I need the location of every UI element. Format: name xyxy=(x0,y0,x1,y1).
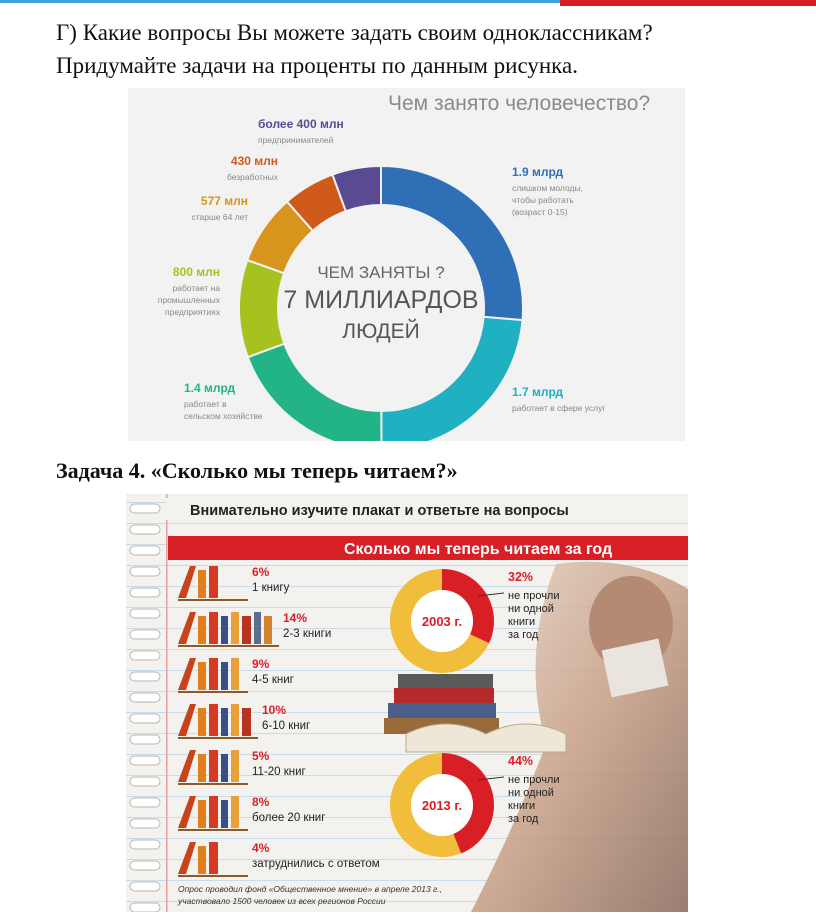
book-icon xyxy=(221,662,228,690)
donut-caption: ни одной xyxy=(508,787,554,799)
stack-book xyxy=(394,688,494,704)
ring-hole xyxy=(130,672,160,681)
row-label: более 20 книг xyxy=(252,812,326,824)
shelf xyxy=(178,829,248,831)
segment-caption: предпринимателей xyxy=(258,135,334,145)
book-icon xyxy=(209,750,218,782)
book-icon xyxy=(221,800,228,828)
segment-value: 577 млн xyxy=(200,194,248,208)
book-icon xyxy=(231,796,239,828)
row-percent: 14% xyxy=(283,611,308,625)
donut-caption: не прочли xyxy=(508,774,560,786)
segment-value: 1.4 млрд xyxy=(184,381,236,395)
segment-caption: старше 64 лет xyxy=(191,212,248,222)
segment-caption: (возраст 0-15) xyxy=(512,207,568,217)
book-icon xyxy=(198,754,206,782)
donut-caption: книги xyxy=(508,800,536,812)
intro-line-2: Придумайте задачи на проценты по данным рисунка. xyxy=(56,53,578,78)
row-label: 1 книгу xyxy=(252,582,290,594)
ring-hole xyxy=(130,714,160,723)
shelf xyxy=(178,737,258,739)
top-red-stripe xyxy=(560,0,816,6)
donut-year: 2013 г. xyxy=(421,798,463,813)
shelf xyxy=(178,691,248,693)
ring-hole xyxy=(130,567,160,576)
book-icon xyxy=(231,704,239,736)
book-icon xyxy=(198,616,206,644)
donut-segment xyxy=(239,260,284,357)
ring-hole xyxy=(130,861,160,870)
poster-header: Внимательно изучите плакат и ответьте на вопросы xyxy=(190,503,569,519)
stack-book xyxy=(398,674,493,689)
row-label: 11-20 книг xyxy=(252,766,306,778)
book-icon xyxy=(221,616,228,644)
donut-center-line-3: ЛЮДЕЙ xyxy=(342,320,420,343)
row-label: 6-10 книг xyxy=(262,720,311,732)
ring-hole xyxy=(130,693,160,702)
segment-caption: сельском хозяйстве xyxy=(184,411,263,421)
segment-value: более 400 млн xyxy=(258,117,344,131)
book-icon xyxy=(254,612,261,644)
ring-hole xyxy=(130,504,160,513)
segment-caption: слишком молоды, xyxy=(512,183,583,193)
humanity-infographic xyxy=(128,88,685,441)
poster-footnote-2: участвовало 1500 человек из всех регионов России xyxy=(178,896,386,906)
ring-hole xyxy=(130,525,160,534)
margin-line xyxy=(166,494,168,912)
stack-book xyxy=(388,703,496,719)
ring-hole xyxy=(130,840,160,849)
book-icon xyxy=(242,616,251,644)
ring-hole xyxy=(130,882,160,891)
segment-caption: работает в xyxy=(184,399,227,409)
infographic-title: Чем занято человечество? xyxy=(388,92,651,115)
poster-footnote-1: Опрос проводил фонд «Общественное мнение» в апреле 2013 г., xyxy=(178,884,442,894)
book-icon xyxy=(198,846,206,874)
segment-value: 1.7 млрд xyxy=(512,385,564,399)
segment-caption: промышленных xyxy=(157,295,220,305)
donut-center-line-2: 7 МИЛЛИАРДОВ xyxy=(283,286,479,314)
book-icon xyxy=(198,570,206,598)
ring-hole xyxy=(130,546,160,555)
row-percent: 4% xyxy=(252,841,270,855)
ring-hole xyxy=(130,630,160,639)
task-4-title: Задача 4. «Сколько мы теперь читаем?» xyxy=(56,458,458,483)
segment-caption: чтобы работать xyxy=(512,195,574,205)
row-label: затруднились с ответом xyxy=(252,858,380,870)
ring-hole xyxy=(130,588,160,597)
segment-caption: предприятиях xyxy=(164,307,220,317)
ring-hole xyxy=(130,798,160,807)
reading-poster xyxy=(126,494,688,912)
shelf xyxy=(178,783,248,785)
book-icon xyxy=(242,708,251,736)
segment-caption: работает в сфере услуг xyxy=(512,403,606,413)
ring-hole xyxy=(130,777,160,786)
donut-caption: ни одной xyxy=(508,603,554,615)
segment-value: 800 млн xyxy=(172,265,220,279)
book-icon xyxy=(231,750,239,782)
segment-caption: безработных xyxy=(226,172,278,182)
shelf xyxy=(178,875,248,877)
segment-value: 1.9 млрд xyxy=(512,165,564,179)
ring-hole xyxy=(130,756,160,765)
donut-caption: книги xyxy=(508,616,536,628)
ring-hole xyxy=(130,819,160,828)
row-percent: 9% xyxy=(252,657,270,671)
donut-center-line-1: ЧЕМ ЗАНЯТЫ ? xyxy=(317,263,445,282)
ring-hole xyxy=(130,735,160,744)
book-icon xyxy=(231,612,239,644)
donut-caption: за год xyxy=(508,629,539,641)
row-label: 4-5 книг xyxy=(252,674,294,686)
row-label: 2-3 книги xyxy=(283,628,332,640)
book-icon xyxy=(264,616,272,644)
book-icon xyxy=(198,800,206,828)
shelf xyxy=(178,645,279,647)
donut-percent: 44% xyxy=(508,754,534,768)
book-icon xyxy=(209,658,218,690)
book-icon xyxy=(198,662,206,690)
book-icon xyxy=(209,842,218,874)
book-icon xyxy=(231,658,239,690)
row-percent: 10% xyxy=(262,703,287,717)
rule-line xyxy=(126,523,688,524)
row-percent: 6% xyxy=(252,565,270,579)
shelf xyxy=(178,599,248,601)
intro-text xyxy=(56,16,796,82)
book-icon xyxy=(221,708,228,736)
book-icon xyxy=(209,704,218,736)
ring-hole xyxy=(130,903,160,912)
poster-banner-text: Сколько мы теперь читаем за год xyxy=(344,541,613,558)
ring-hole xyxy=(130,609,160,618)
row-percent: 5% xyxy=(252,749,270,763)
book-icon xyxy=(209,566,218,598)
row-percent: 8% xyxy=(252,795,270,809)
book-icon xyxy=(209,796,218,828)
intro-line-1: Г) Какие вопросы Вы можете задать своим одноклассникам? xyxy=(56,20,653,45)
book-icon xyxy=(198,708,206,736)
ring-hole xyxy=(130,651,160,660)
segment-caption: работает на xyxy=(172,283,220,293)
segment-value: 430 млн xyxy=(230,154,278,168)
donut-caption: за год xyxy=(508,813,539,825)
book-icon xyxy=(221,754,228,782)
donut-year: 2003 г. xyxy=(421,614,463,629)
top-decor-stripe xyxy=(0,0,816,6)
book-icon xyxy=(209,612,218,644)
donut-caption: не прочли xyxy=(508,590,560,602)
donut-percent: 32% xyxy=(508,570,534,584)
